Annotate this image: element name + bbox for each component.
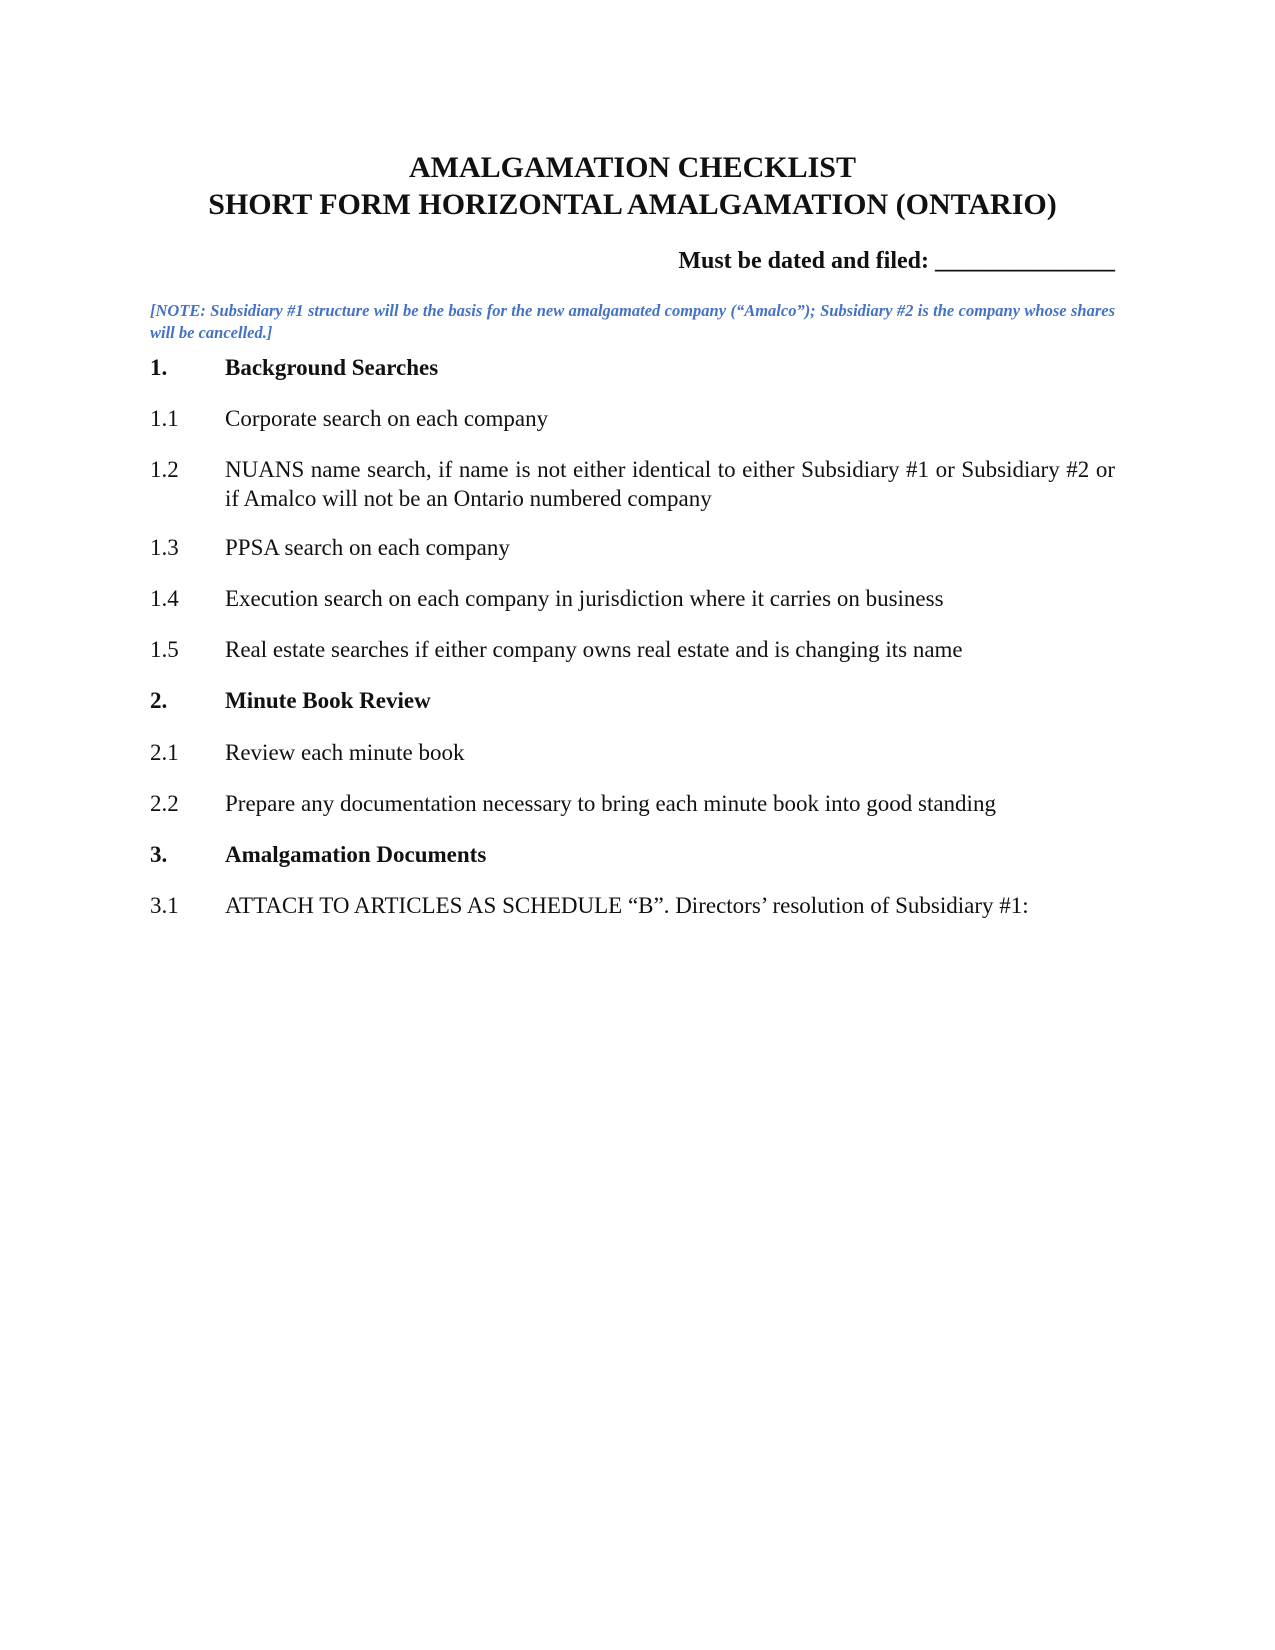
- item-number: 1.2: [150, 457, 179, 482]
- item-text: Real estate searches if either company owns real estate and is changing its name: [225, 637, 963, 662]
- checklist-item-1-2: [150, 455, 1115, 513]
- section-heading-1: [150, 353, 1115, 382]
- dated-filed-line: Must be dated and filed: _______________: [678, 248, 1115, 274]
- item-number: 1.5: [150, 637, 179, 662]
- item-text: Corporate search on each company: [225, 406, 549, 431]
- checklist-item-2-2: [150, 789, 1115, 818]
- section-heading-text: Amalgamation Documents: [225, 842, 487, 867]
- item-number: 2.2: [150, 791, 179, 816]
- item-number: 1.3: [150, 535, 179, 560]
- section-heading-2: [150, 686, 1115, 715]
- section-heading-3: [150, 840, 1115, 869]
- item-number: 2.1: [150, 740, 179, 765]
- document-page: [150, 0, 1115, 1650]
- checklist-item-1-4: [150, 584, 1115, 613]
- item-text: Execution search on each company in jurisdiction where it carries on business: [225, 586, 944, 611]
- item-number: 1.1: [150, 406, 179, 431]
- checklist-item-2-1: [150, 738, 1115, 767]
- item-text: NUANS name search, if name is not either identical to either Subsidiary #1 or Subsidiary #2 or if Amalco will not be an Ontario numbered company: [225, 457, 1115, 511]
- item-text: Prepare any documentation necessary to bring each minute book into good standing: [225, 791, 996, 816]
- section-heading-text: Minute Book Review: [225, 688, 431, 713]
- section-number: 1.: [150, 355, 168, 380]
- section-number: 2.: [150, 688, 168, 713]
- item-number: 3.1: [150, 893, 179, 918]
- checklist-item-1-3: [150, 533, 1115, 562]
- checklist-item-1-5: [150, 635, 1115, 664]
- section-heading-text: Background Searches: [225, 355, 439, 380]
- checklist-item-1-1: [150, 404, 1115, 433]
- document-subtitle: SHORT FORM HORIZONTAL AMALGAMATION (ONTARIO): [208, 188, 1057, 221]
- note-paragraph: [NOTE: Subsidiary #1 structure will be the basis for the new amalgamated company (“Amalco”); Subsidiary #2 is the company whose shares will be cancelled.]: [150, 301, 1115, 342]
- item-text: Review each minute book: [225, 740, 465, 765]
- item-text: PPSA search on each company: [225, 535, 510, 560]
- item-number: 1.4: [150, 586, 179, 611]
- section-number: 3.: [150, 842, 168, 867]
- item-text: ATTACH TO ARTICLES AS SCHEDULE “B”. Directors’ resolution of Subsidiary #1:: [225, 893, 1029, 918]
- checklist-item-3-1: [150, 891, 1115, 920]
- document-title: AMALGAMATION CHECKLIST: [409, 151, 856, 184]
